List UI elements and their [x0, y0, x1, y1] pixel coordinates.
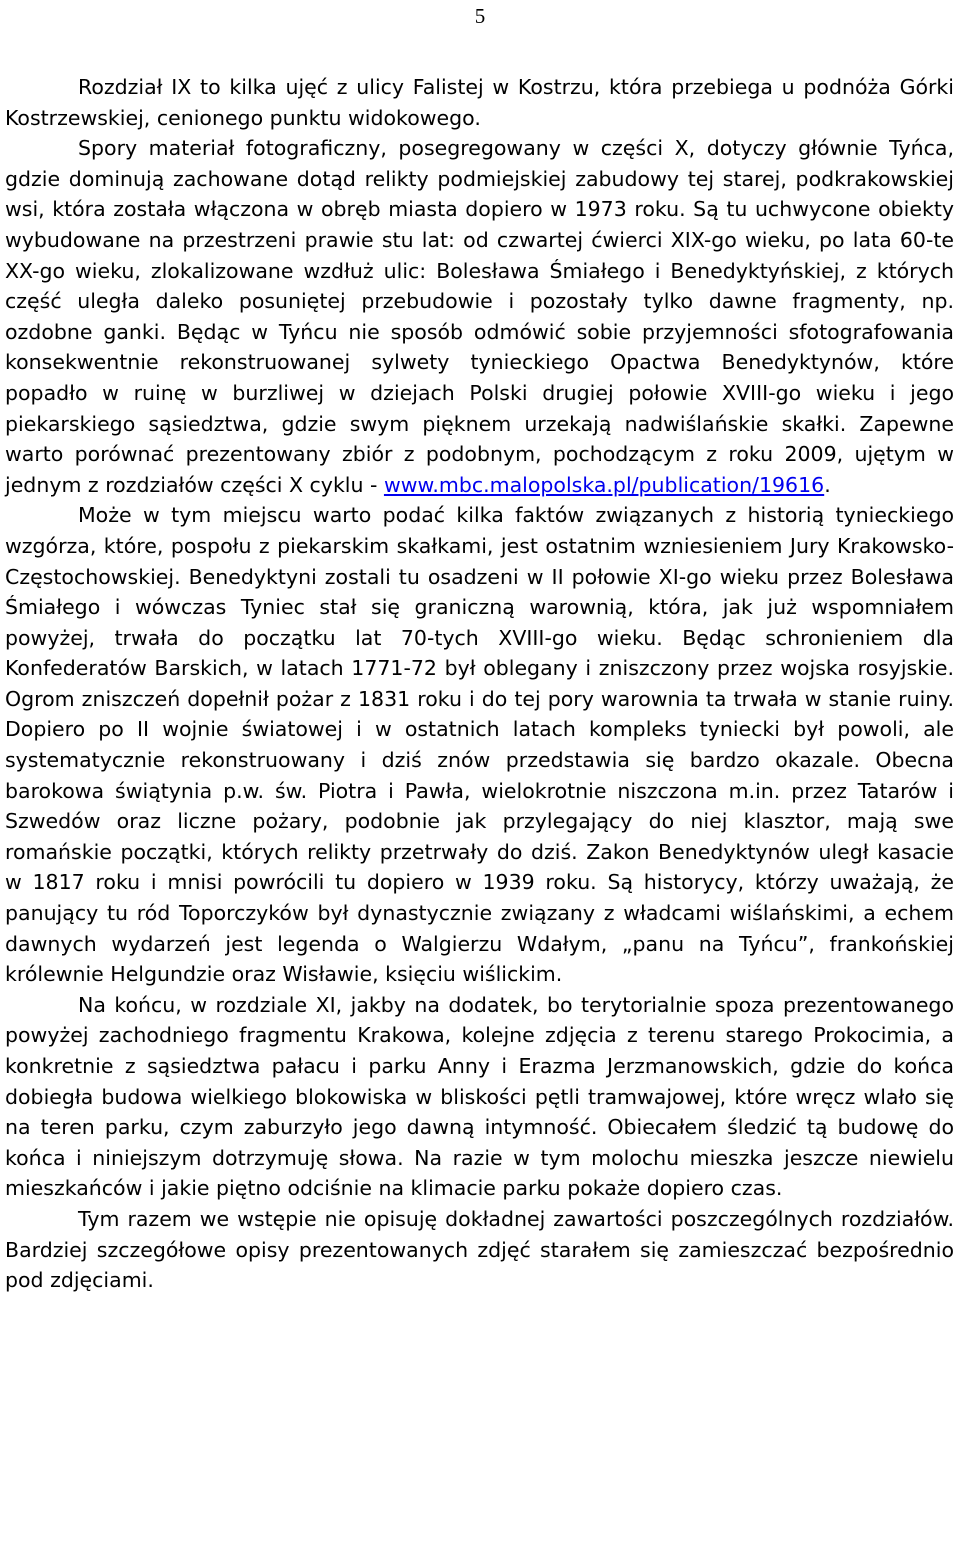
paragraph-1: Rozdział IX to kilka ujęć z ulicy Falistej w Kostrzu, która przebiega u podnóża Górki Kostrzewskiej, cenionego punktu widokowego.: [5, 75, 954, 130]
paragraph-2-end: .: [824, 472, 831, 497]
paragraph-2: [5, 133, 954, 500]
paragraph-3: Może w tym miejscu warto podać kilka faktów związanych z historią tynieckiego wzgórza, które, pospołu z piekarskim skałkami, jest ostatnim wzniesieniem Jury Krakowsko-Częstochowskiej. Benedyktyni zostali tu osadzeni w II połowie XI-go wieku przez Bolesława Śmiałego i wówczas Tyniec stał się graniczną warownią, która, jak już wspomniałem powyżej, trwała do początku lat 70-tych XVIII-go wieku. Będąc schronieniem dla Konfederatów Barskich, w latach 1771-72 był oblegany i zniszczony przez wojska rosyjskie. Ogrom zniszczeń dopełnił pożar z 1831 roku i do tej pory warownia ta trwała w stanie ruiny. Dopiero po II wojnie światowej i w ostatnich latach kompleks tyniecki był powoli, ale systematycznie rekonstruowany i dziś znów przedstawia się bardzo okazale. Obecna barokowa świątynia p.w. św. Piotra i Pawła, wielokrotnie niszczona m.in. przez Tatarów i Szwedów oraz liczne pożary, podobnie jak przylegający do niej klasztor, mają swe romańskie początki, których relikty przetrwały do dziś. Zakon Benedyktynów uległ kasacie w 1817 roku i mnisi powrócili tu dopiero w 1939 roku. Są historycy, którzy uważają, że panujący tu ród Toporczyków był dynastycznie związany z władcami wiślańskimi, a echem dawnych wydarzeń jest legenda o Walgierzu Wdałym, „panu na Tyńcu”, frankońskiej królewnie Helgundzie oraz Wisławie, księciu wiślickim.: [5, 503, 954, 987]
publication-link[interactable]: www.mbc.malopolska.pl/publication/19616: [383, 472, 825, 497]
paragraph-4: Na końcu, w rozdziale XI, jakby na dodatek, bo terytorialnie spoza prezentowanego powyżej zachodniego fragmentu Krakowa, kolejne zdjęcia z terenu starego Prokocimia, a konkretnie z sąsiedztwa pałacu i parku Anny i Erazma Jerzmanowskich, gdzie do końca dobiegła budowa wielkiego blokowiska w bliskości pętli tramwajowej, które wręcz wlało się na teren parku, czym zaburzyło jego dawną intymność. Obiecałem śledzić tą budowę do końca i niniejszym dotrzymuję słowa. Na razie w tym molochu mieszka jeszcze niewielu mieszkańców i jakie piętno odciśnie na klimacie parku pokaże dopiero czas.: [5, 992, 954, 1201]
body-text: [5, 72, 954, 1296]
page-number: 5: [474, 4, 486, 28]
paragraph-2-text: Spory materiał fotograficzny, posegregowany w części X, dotyczy głównie Tyńca, gdzie dominują zachowane dotąd relikty podmiejskiej zabudowy tej starej, podkrakowskiej wsi, która została włączona w obręb miasta dopiero w 1973 roku. Są tu uchwycone obiekty wybudowane na przestrzeni prawie stu lat: od czwartej ćwierci XIX-go wieku, po lata 60-te XX-go wieku, zlokalizowane wzdłuż ulic: Bolesława Śmiałego i Benedyktyńskiej, z których część uległa daleko posuniętej przebudowie i pozostały tylko dawne fragmenty, np. ozdobne ganki. Będąc w Tyńcu nie sposób odmówić sobie przyjemności sfotografowania konsekwentnie rekonstruowanej sylwety tynieckiego Opactwa Benedyktynów, które popadło w ruinę w burzliwej w dziejach Polski drugiej połowie XVIII-go wieku i jego piekarskiego sąsiedztwa, gdzie swym pięknem urzekają nadwiślańskie skałki. Zapewne warto porównać prezentowany zbiór z podobnym, pochodzącym z roku 2009, ujętym w jednym z rozdziałów części X cyklu -: [5, 136, 954, 497]
paragraph-5: Tym razem we wstępie nie opisuję dokładnej zawartości poszczególnych rozdziałów. Bardziej szczegółowe opisy prezentowanych zdjęć starałem się zamieszczać bezpośrednio pod zdjęciami.: [5, 1206, 954, 1293]
